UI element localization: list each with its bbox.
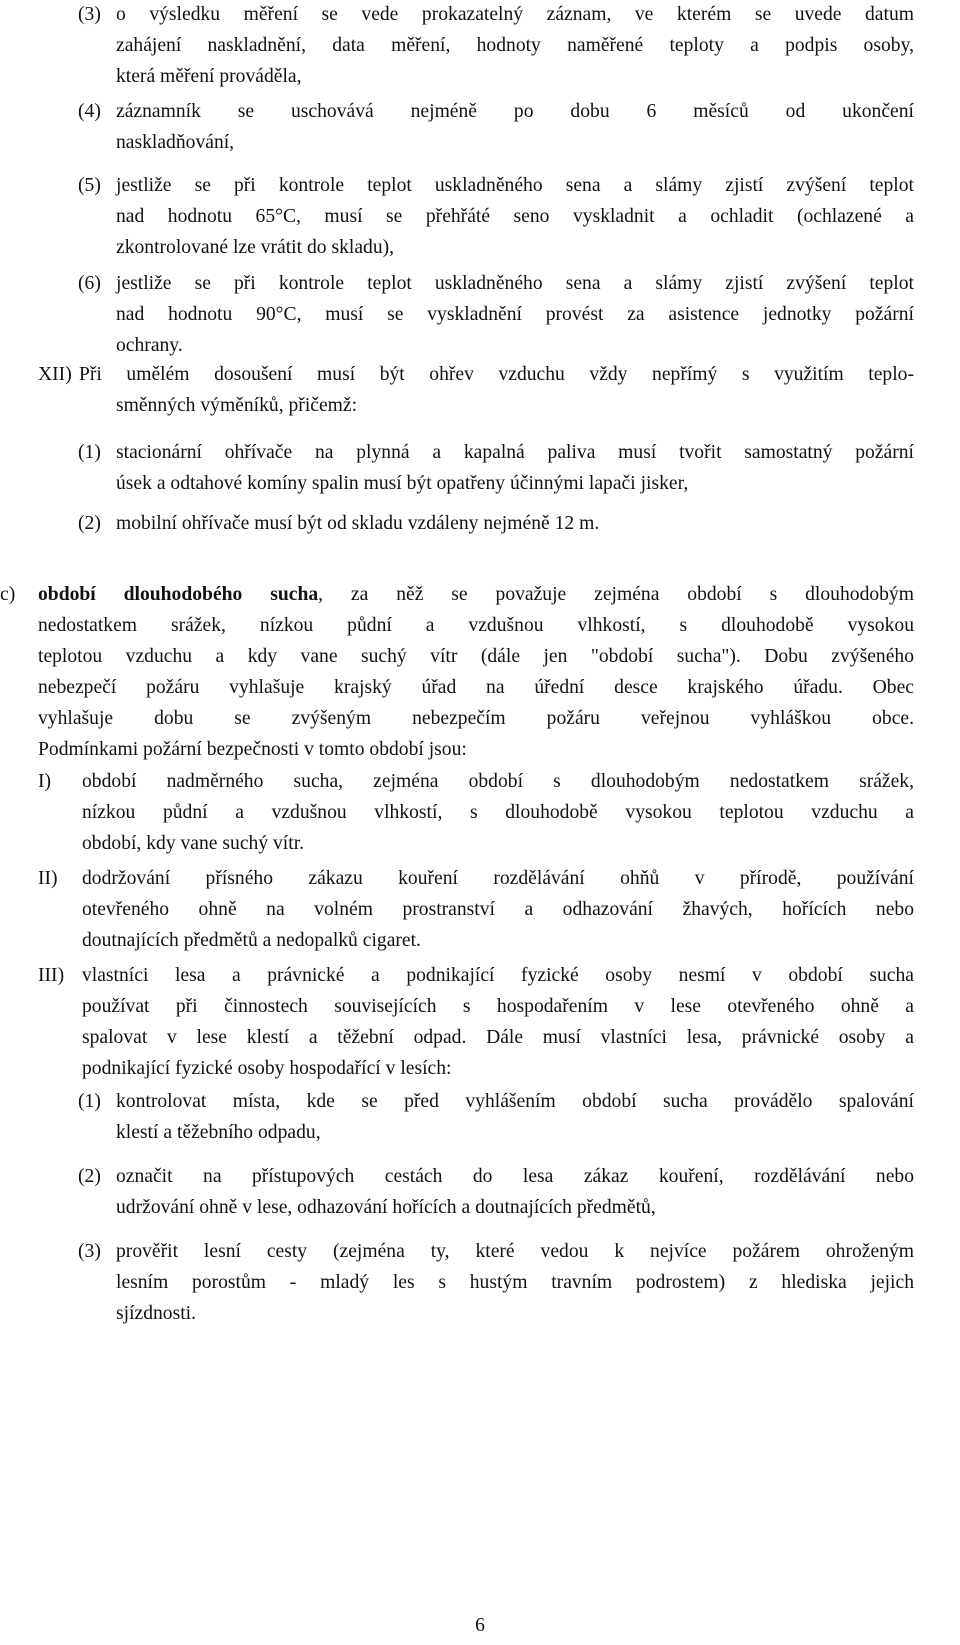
sub-item-2-text [116, 1161, 914, 1223]
sub-item-1-text [116, 1086, 914, 1148]
defined-term: období dlouhodobého sucha [38, 584, 319, 605]
text-line: lesním porostům - mladý les s hustým travním podrostem) z hlediska jejich [116, 1272, 914, 1293]
sub-item-2-number: (2) [78, 1166, 101, 1187]
xii-item-2-number: (2) [78, 513, 101, 534]
xii-item-1-text [116, 437, 914, 499]
page-number: 6 [475, 1615, 485, 1636]
text-line: záznamník se uschovává nejméně po dobu 6 měsíců od ukončení [116, 101, 914, 122]
text-line: dodržování přísného zákazu kouření rozdělávání ohňů v přírodě, používání [82, 868, 914, 889]
item-4-number: (4) [78, 101, 101, 122]
text-line: udržování ohně v lese, odhazování hořících a doutnajících předmětů, [116, 1197, 656, 1218]
xii-item-2-text [116, 508, 914, 539]
roman-2-number: II) [38, 868, 58, 889]
text-line: mobilní ohřívače musí být od skladu vzdáleny nejméně 12 m. [116, 513, 600, 534]
text-line: směnných výměníků, přičemž: [116, 395, 358, 416]
text-line: kontrolovat místa, kde se před vyhlášením období sucha provádělo spalování [116, 1091, 914, 1112]
text-line: používat při činnostech souvisejících s hospodařením v lese otevřeného ohně a [82, 996, 914, 1017]
text-line: nízkou půdní a vzdušnou vlhkostí, s dlouhodobě vysokou teplotou vzduchu a [82, 802, 914, 823]
section-c-text [38, 579, 914, 765]
text-line: nad hodnotu 90°C, musí se vyskladnění provést za asistence jednotky požární [116, 304, 914, 325]
xii-item-1-number: (1) [78, 442, 101, 463]
section-xii-first-line [79, 359, 914, 390]
item-3-number: (3) [78, 4, 101, 25]
section-c-letter: c) [0, 584, 16, 605]
text-line: jestliže se při kontrole teplot uskladněného sena a slámy zjistí zvýšení teplot [116, 175, 914, 196]
item-3-text [116, 0, 914, 92]
roman-3-text [82, 960, 914, 1084]
text-line: zkontrolované lze vrátit do skladu), [116, 237, 395, 258]
text-line: zahájení naskladnění, data měření, hodnoty naměřené teploty a podpis osoby, [116, 35, 914, 56]
text-line: období nadměrného sucha, zejména období s dlouhodobým nedostatkem srážek, [82, 771, 914, 792]
text-line: Při umělém dosoušení musí být ohřev vzduchu vždy nepřímý s využitím teplo- [79, 364, 914, 385]
text-line: úsek a odtahové komíny spalin musí být opatřeny účinnými lapači jisker, [116, 473, 689, 494]
text-line: vyhlašuje dobu se zvýšeným nebezpečím požáru veřejnou vyhláškou obce. [38, 708, 914, 729]
text-line: o výsledku měření se vede prokazatelný záznam, ve kterém se uvede datum [116, 4, 914, 25]
text-line: doutnajících předmětů a nedopalků cigaret. [82, 930, 421, 951]
roman-2-text [82, 863, 914, 956]
roman-1-number: I) [38, 771, 52, 792]
text-line: stacionární ohřívače na plynná a kapalná paliva musí tvořit samostatný požární [116, 442, 914, 463]
first-line-rest: , za něž se považuje zejména období s dlouhodobým [318, 584, 914, 605]
text-line: sjízdnosti. [116, 1303, 197, 1324]
text-line: vlastníci lesa a právnické a podnikající fyzické osoby nesmí v období sucha [82, 965, 914, 986]
text-line: spalovat v lese klestí a těžební odpad. Dále musí vlastníci lesa, právnické osoby a [82, 1027, 914, 1048]
text-line: ochrany. [116, 335, 183, 356]
text-line: označit na přístupových cestách do lesa zákaz kouření, rozdělávání nebo [116, 1166, 914, 1187]
text-line: naskladňování, [116, 132, 235, 153]
sub-item-3-number: (3) [78, 1241, 101, 1262]
text-line: prověřit lesní cesty (zejména ty, které vedou k nejvíce požárem ohroženým [116, 1241, 914, 1262]
text-line: klestí a těžebního odpadu, [116, 1122, 321, 1143]
text-line: Podmínkami požární bezpečnosti v tomto období jsou: [38, 739, 467, 760]
text-line: jestliže se při kontrole teplot uskladněného sena a slámy zjistí zvýšení teplot [116, 273, 914, 294]
text-line: období, kdy vane suchý vítr. [82, 833, 305, 854]
item-5-number: (5) [78, 175, 101, 196]
text-line [38, 579, 914, 610]
text-line: teplotou vzduchu a kdy vane suchý vítr (dále jen "období sucha"). Dobu zvýšeného [38, 646, 914, 667]
sub-item-1-number: (1) [78, 1091, 101, 1112]
item-5-text [116, 170, 914, 263]
text-line: nebezpečí požáru vyhlašuje krajský úřad na úřední desce krajského úřadu. Obec [38, 677, 914, 698]
text-line: která měření prováděla, [116, 66, 302, 87]
item-6-text [116, 268, 914, 361]
sub-item-3-text [116, 1236, 914, 1329]
item-6-number: (6) [78, 273, 101, 294]
roman-1-text [82, 766, 914, 859]
text-line: nedostatkem srážek, nízkou půdní a vzdušnou vlhkostí, s dlouhodobě vysokou [38, 615, 914, 636]
roman-3-number: III) [38, 965, 65, 986]
item-4-text [116, 96, 914, 158]
section-xii-number: XII) [38, 364, 72, 385]
section-xii-second-line [116, 390, 914, 421]
text-line: nad hodnotu 65°C, musí se přehřáté seno vyskladnit a ochladit (ochlazené a [116, 206, 914, 227]
text-line: podnikající fyzické osoby hospodařící v lesích: [82, 1058, 452, 1079]
text-line: otevřeného ohně na volném prostranství a odhazování žhavých, hořících nebo [82, 899, 914, 920]
